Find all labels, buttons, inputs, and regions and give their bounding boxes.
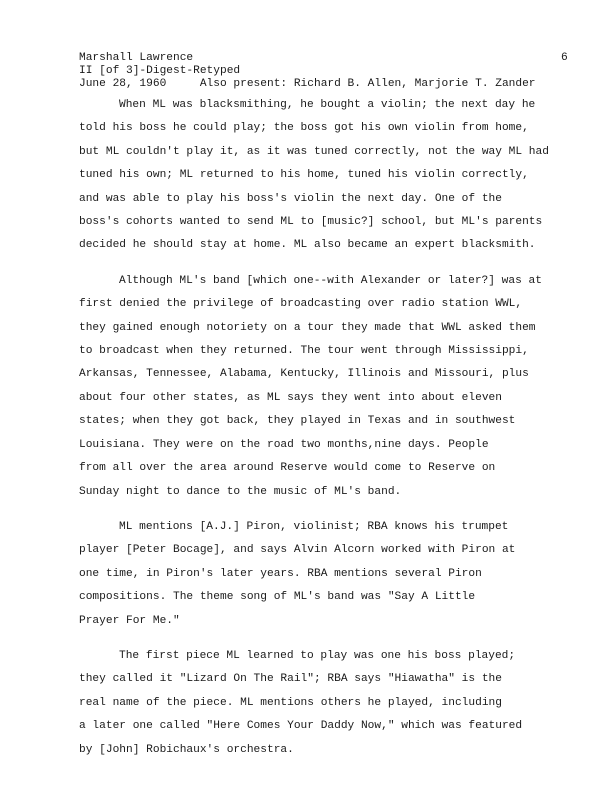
text-line: Although ML's band [which one--with Alexander or later?] was at — [119, 274, 542, 287]
text-line: tuned his own; ML returned to his home, tuned his violin correctly, — [79, 169, 529, 182]
text-line: a later one called "Here Comes Your Daddy Now," which was featured — [79, 720, 523, 733]
text-line: to broadcast when they returned. The tour went through Mississippi, — [79, 345, 529, 358]
text-line: Prayer For Me." — [79, 614, 180, 627]
text-line: Sunday night to dance to the music of ML's band. — [79, 485, 402, 498]
text-line: but ML couldn't play it, as it was tuned correctly, not the way ML had — [79, 145, 549, 158]
header-date-present: June 28, 1960 Also present: Richard B. Allen, Marjorie T. Zander — [79, 78, 536, 90]
text-line: by [John] Robichaux's orchestra. — [79, 743, 294, 756]
document-body — [79, 94, 594, 774]
text-line: When ML was blacksmithing, he bought a violin; the next day he — [119, 99, 536, 111]
text-line: player [Peter Bocage], and says Alvin Alcorn worked with Piron at — [79, 544, 516, 557]
text-line: ML mentions [A.J.] Piron, violinist; RBA knows his trumpet — [119, 520, 509, 533]
header-reel-info: II [of 3]-Digest-Retyped — [79, 65, 241, 77]
paragraph — [79, 516, 594, 633]
text-line: about four other states, as ML says they went into about eleven — [79, 391, 502, 404]
text-line: boss's cohorts wanted to send ML to [music?] school, but ML's parents — [79, 216, 543, 229]
text-line: decided he should stay at home. ML also became an expert blacksmith. — [79, 239, 536, 252]
text-line: states; when they got back, they played in Texas and in southwest — [79, 415, 516, 428]
text-line: real name of the piece. ML mentions others he played, including — [79, 696, 502, 709]
text-line: told his boss he could play; the boss got his own violin from home, — [79, 122, 529, 135]
text-line: The first piece ML learned to play was one his boss played; — [119, 649, 516, 662]
header-interviewee: Marshall Lawrence — [79, 52, 194, 64]
text-line: compositions. The theme song of ML's band was "Say A Little — [79, 591, 476, 604]
text-line: they called it "Lizard On The Rail"; RBA says "Hiawatha" is the — [79, 673, 502, 686]
text-line: Arkansas, Tennessee, Alabama, Kentucky, Illinois and Missouri, plus — [79, 368, 529, 381]
text-line: and was able to play his boss's violin the next day. One of the — [79, 192, 502, 205]
text-line: first denied the privilege of broadcasting over radio station WWL, — [79, 298, 523, 311]
page-number: 6 — [561, 52, 568, 64]
text-line: they gained enough notoriety on a tour they made that WWL asked them — [79, 321, 536, 334]
text-line: from all over the area around Reserve would come to Reserve on — [79, 462, 496, 475]
text-line: one time, in Piron's later years. RBA mentions several Piron — [79, 567, 482, 580]
document-header — [79, 52, 536, 91]
text-line: Louisiana. They were on the road two months,nine days. People — [79, 438, 489, 451]
paragraph — [79, 270, 594, 504]
paragraph — [79, 94, 594, 258]
paragraph — [79, 645, 594, 762]
